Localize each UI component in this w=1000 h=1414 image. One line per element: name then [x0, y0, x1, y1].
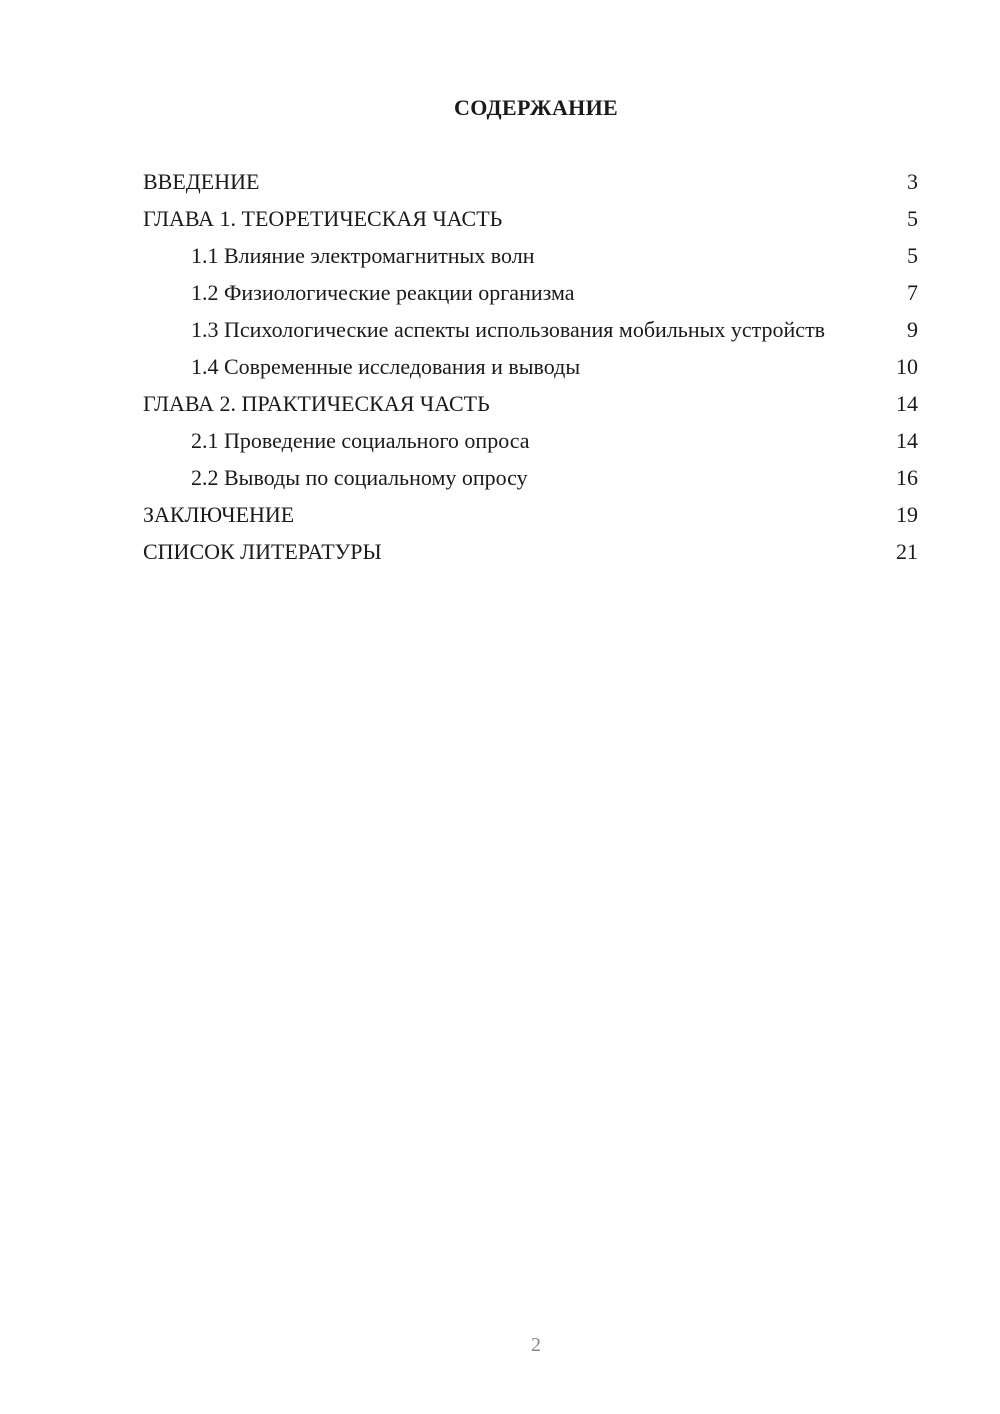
toc-entry-page: 5 [907, 206, 918, 231]
toc-entry-label: ГЛАВА 2. ПРАКТИЧЕСКАЯ ЧАСТЬ [143, 391, 490, 416]
toc-entry-page: 9 [907, 317, 918, 342]
toc-title: СОДЕРЖАНИЕ [454, 95, 618, 120]
toc-entry-label: 1.1 Влияние электромагнитных волн [191, 243, 535, 268]
toc-entry-section-1-1[interactable] [143, 242, 918, 270]
toc-entry-chapter-1[interactable] [143, 205, 918, 233]
toc-entry-references[interactable] [143, 538, 918, 566]
toc-entry-label: 1.2 Физиологические реакции организма [191, 280, 575, 305]
toc-entry-page: 16 [896, 465, 918, 490]
toc-entry-page: 10 [896, 354, 918, 379]
toc-entry-chapter-2[interactable] [143, 390, 918, 418]
toc-entry-page: 19 [896, 502, 918, 527]
toc-entry-introduction[interactable] [143, 168, 918, 196]
toc-entry-section-2-1[interactable] [143, 427, 918, 455]
toc-entry-page: 5 [907, 243, 918, 268]
toc-entry-section-1-4[interactable] [143, 353, 918, 381]
toc-entry-label: 1.3 Психологические аспекты использования мобильных устройств [191, 317, 826, 342]
toc-entry-label: СПИСОК ЛИТЕРАТУРЫ [143, 539, 382, 564]
toc-entry-label: 1.4 Современные исследования и выводы [191, 354, 581, 379]
page-number: 2 [531, 1334, 541, 1356]
toc-entry-section-1-2[interactable] [143, 279, 918, 307]
toc-entry-label: ВВЕДЕНИЕ [143, 169, 260, 194]
table-of-contents [143, 168, 918, 575]
toc-entry-page: 21 [896, 539, 918, 564]
toc-entry-label: 2.2 Выводы по социальному опросу [191, 465, 528, 490]
toc-entry-page: 3 [907, 169, 918, 194]
toc-entry-page: 7 [907, 280, 918, 305]
toc-entry-label: 2.1 Проведение социального опроса [191, 428, 530, 453]
toc-entry-page: 14 [896, 391, 918, 416]
toc-entry-section-2-2[interactable] [143, 464, 918, 492]
toc-entry-label: ГЛАВА 1. ТЕОРЕТИЧЕСКАЯ ЧАСТЬ [143, 206, 503, 231]
toc-entry-label: ЗАКЛЮЧЕНИЕ [143, 502, 295, 527]
toc-entry-page: 14 [896, 428, 918, 453]
toc-entry-section-1-3[interactable] [143, 316, 918, 344]
toc-entry-conclusion[interactable] [143, 501, 918, 529]
